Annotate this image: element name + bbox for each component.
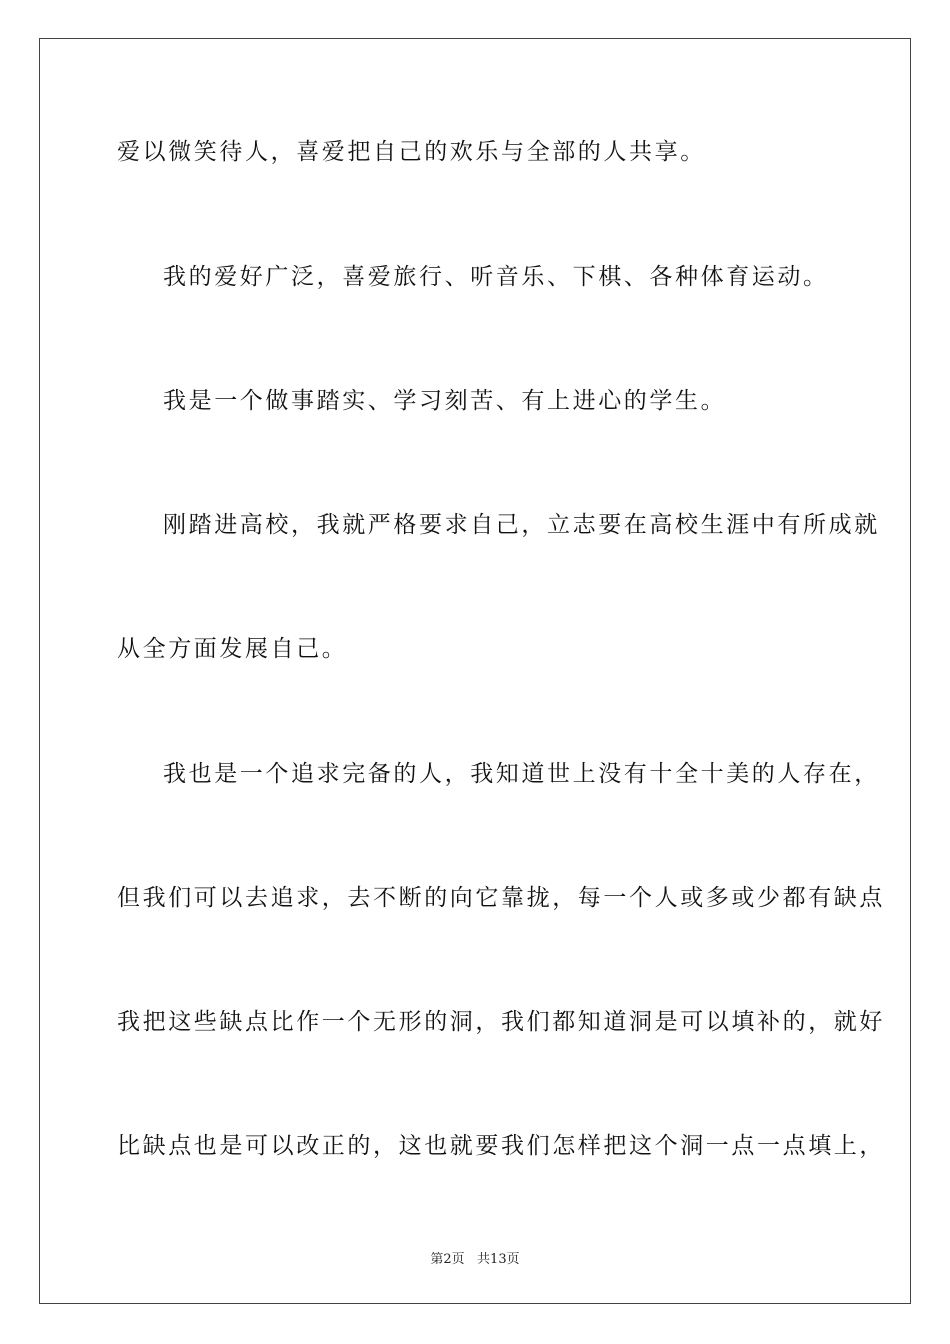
text-line-4: 刚踏进高校，我就严格要求自己，立志要在高校生涯中有所成就 [163,512,880,538]
page-border [39,38,911,1304]
text-line-1: 爱以微笑待人，喜爱把自己的欢乐与全部的人共享。 [117,139,706,165]
text-line-3: 我是一个做事踏实、学习刻苦、有上进心的学生。 [163,388,727,414]
page-number-footer: 第2页 共13页 [430,1252,520,1267]
text-line-9: 比缺点也是可以改正的，这也就要我们怎样把这个洞一点一点填上， [117,1133,885,1159]
text-line-6: 我也是一个追求完备的人，我知道世上没有十全十美的人存在， [163,761,880,787]
text-line-8: 我把这些缺点比作一个无形的洞，我们都知道洞是可以填补的，就好 [117,1009,885,1035]
text-line-5: 从全方面发展自己。 [117,636,348,662]
text-line-2: 我的爱好广泛，喜爱旅行、听音乐、下棋、各种体育运动。 [163,264,829,290]
text-line-7: 但我们可以去追求，去不断的向它靠拢，每一个人或多或少都有缺点 [117,885,885,911]
